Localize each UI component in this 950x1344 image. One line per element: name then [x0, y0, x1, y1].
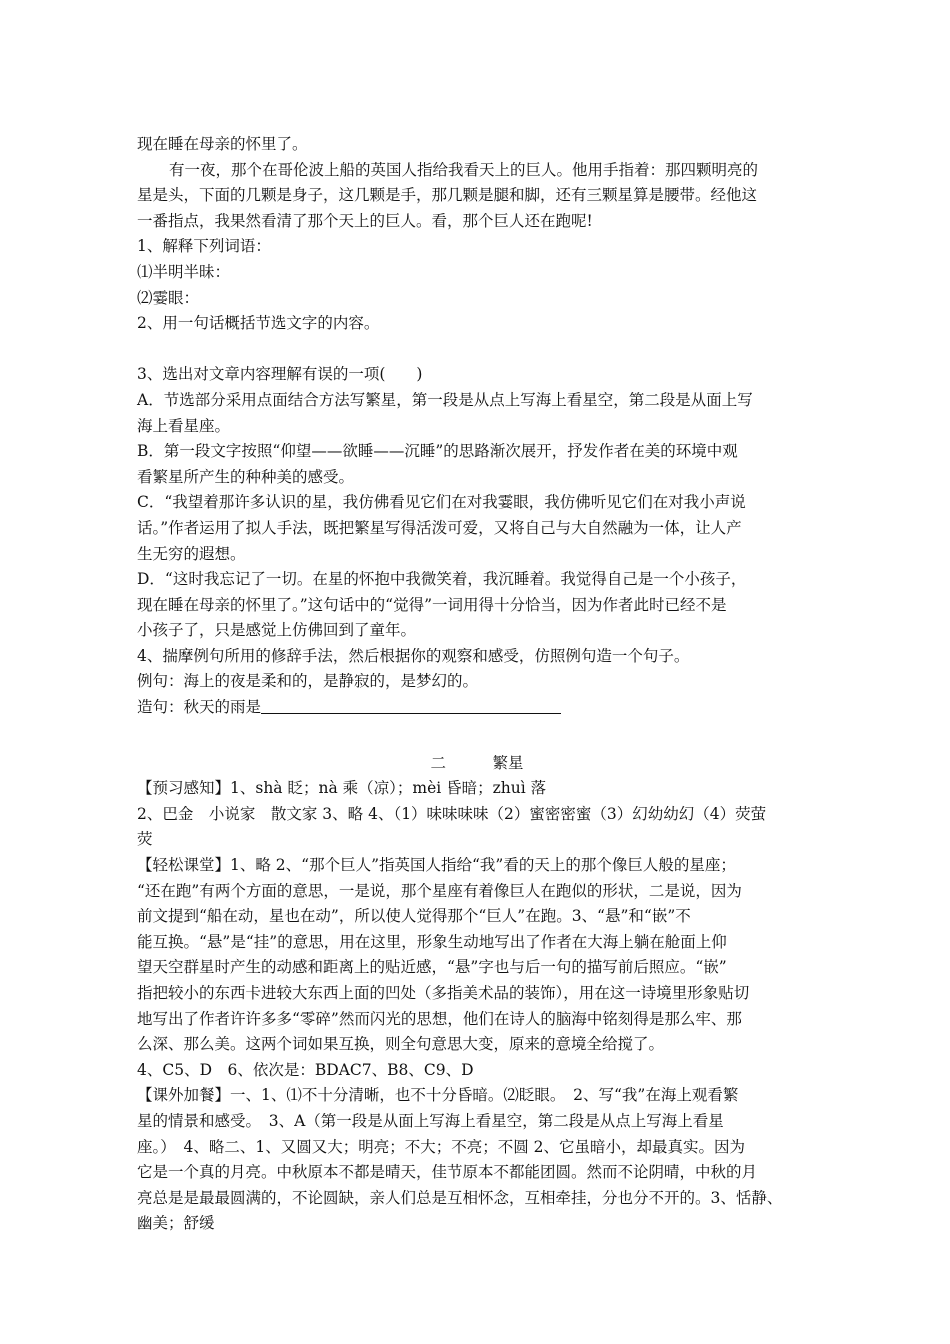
option-a: A．节选部分采用点面结合方法写繁星，第一段是从点上写海上看星空，第二段是从面上写 — [137, 390, 753, 409]
answer-line: 荧 — [137, 830, 153, 849]
answer-line: 指把较小的东西卡进较大东西上面的凹处（多指美术品的装饰），用在这一诗境里形象贴切 — [137, 984, 750, 1002]
answer-line: 【课外加餐】一、1、⑴不十分清晰，也不十分昏暗。⑵眨眼。 2、写“我”在海上观看繁 — [137, 1086, 739, 1105]
option-c: 话。”作者运用了拟人手法，既把繁星写得活泼可爱，又将自己与大自然融为一体，让人产 — [137, 518, 742, 537]
document-page — [137, 132, 817, 1237]
passage-line: 有一夜，那个在哥伦波上船的英国人指给我看天上的巨人。他用手指着：那四颗明亮的 — [169, 160, 759, 179]
passage-line: 现在睡在母亲的怀里了。 — [137, 135, 308, 153]
answer-line: “还在跑”有两个方面的意思，一是说，那个星座有着像巨人在跑似的形状，二是说，因为 — [137, 881, 742, 900]
option-d: 小孩子了，只是感觉上仿佛回到了童年。 — [137, 621, 417, 640]
option-d: 现在睡在母亲的怀里了。”这句话中的“觉得”一词用得十分恰当，因为作者此时已经不是 — [137, 595, 727, 614]
option-b: 看繁星所产生的种种美的感受。 — [137, 467, 355, 486]
option-c: 生无穷的遐想。 — [137, 544, 246, 563]
answer-line: 星的情景和感受。 3、A（第一段是从面上写海上看星空，第二段是从点上写海上看星 — [137, 1111, 724, 1130]
option-b: B．第一段文字按照“仰望——欲睡——沉睡”的思路渐次展开，抒发作者在美的环境中观 — [137, 442, 738, 461]
question-1-item-2: ⑵霎眼： — [137, 288, 200, 307]
answer-section-title: 二 繁星 — [430, 753, 524, 772]
answer-line: 4、C5、D 6、依次是：BDAC7、B8、C9、D — [137, 1060, 474, 1079]
example-sentence: 例句：海上的夜是柔和的，是静寂的，是梦幻的。 — [137, 672, 479, 691]
answer-line: 【预习感知】1、shà 眨；nà 乘（凉）；mèi 昏暗；zhuì 落 — [137, 779, 547, 798]
option-d: D．“这时我忘记了一切。在星的怀抱中我微笑着，我沉睡着。我觉得自己是一个小孩子， — [137, 570, 747, 589]
fill-in-blank[interactable] — [261, 697, 561, 714]
question-2: 2、用一句话概括节选文字的内容。 — [137, 314, 380, 333]
answer-line: 地写出了作者许许多多“零碎”然而闪光的思想，他们在诗人的脑海中铭刻得是那么牢、那 — [137, 1009, 742, 1028]
question-1: 1、解释下列词语： — [137, 237, 271, 256]
question-1-item-1: ⑴半明半昧： — [137, 262, 231, 281]
option-c: C．“我望着那许多认识的星，我仿佛看见它们在对我霎眼，我仿佛听见它们在对我小声说 — [137, 493, 746, 512]
answer-line: 它是一个真的月亮。中秋原本不都是晴天，佳节原本不都能团圆。然而不论阴晴，中秋的月 — [137, 1163, 758, 1182]
answer-line: 2、巴金 小说家 散文家 3、略 4、（1）味味味味（2）蜜密密蜜（3）幻幼幼幻（4）荧萤 — [137, 804, 767, 823]
answer-line: 【轻松课堂】1、略 2、“那个巨人”指英国人指给“我”看的天上的那个像巨人般的星座； — [137, 856, 736, 875]
answer-line: 亮总是是最最圆满的，不论圆缺，亲人们总是互相怀念，互相牵挂，分也分不开的。3、恬静、 — [137, 1188, 783, 1207]
answer-line: 么深、那么美。这两个词如果互换，则全句意思大变，原来的意境全给搅了。 — [137, 1035, 665, 1054]
answer-line: 能互换。“悬”是“挂”的意思，用在这里，形象生动地写出了作者在大海上躺在舱面上仰 — [137, 932, 727, 951]
answer-line: 座。） 4、略二、1、又圆又大；明亮；不大；不亮；不圆 2、它虽暗小，却最真实。因为 — [137, 1137, 746, 1156]
question-4: 4、揣摩例句所用的修辞手法，然后根据你的观察和感受，仿照例句造一个句子。 — [137, 646, 690, 665]
passage-and-questions — [137, 132, 817, 721]
answer-space — [137, 337, 817, 363]
sentence-prompt — [137, 695, 817, 721]
answer-line: 前文提到“船在动，星也在动”，所以使人觉得那个“巨人”在跑。3、“悬”和“嵌”不 — [137, 907, 691, 926]
answer-line: 幽美；舒缓 — [137, 1214, 215, 1233]
question-3: 3、选出对文章内容理解有误的一项( ) — [137, 365, 423, 384]
passage-line: 一番指点，我果然看清了那个天上的巨人。看，那个巨人还在跑呢! — [137, 211, 593, 230]
sentence-prefix: 造句：秋天的雨是 — [137, 698, 262, 717]
answer-key — [137, 751, 817, 1237]
option-a: 海上看星座。 — [137, 416, 231, 435]
passage-line: 星是头，下面的几颗是身子，这几颗是手，那几颗是腿和脚，还有三颗星算是腰带。经他这 — [137, 186, 758, 205]
answer-line: 望天空群星时产生的动感和距离上的贴近感，“悬”字也与后一句的描写前后照应。“嵌” — [137, 958, 727, 977]
